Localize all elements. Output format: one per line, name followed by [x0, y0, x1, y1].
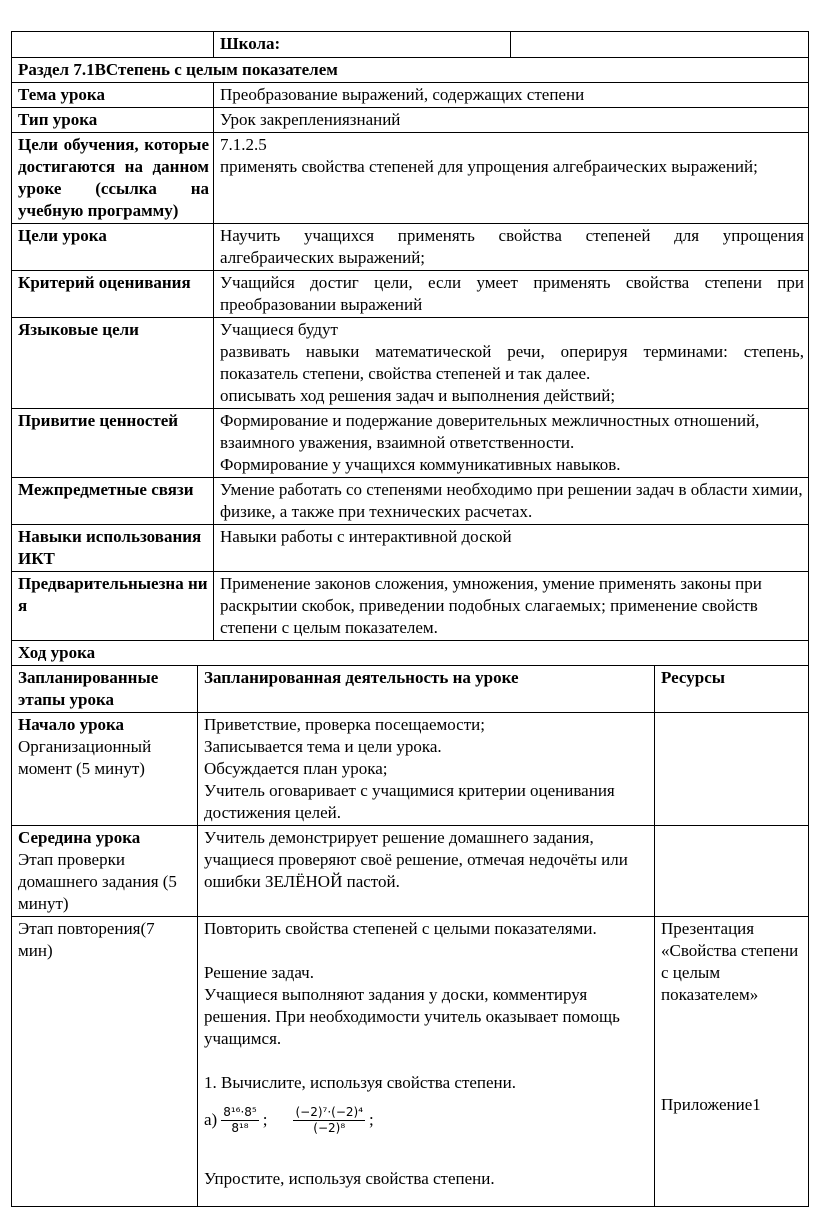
- resource-presentation: Презентация «Свойства степени с целым показателем»: [661, 919, 799, 1004]
- row-label: Цели обучения, которые достигаются на данном уроке (ссылка на учебную программу): [12, 133, 214, 224]
- activity-cell: [198, 826, 655, 917]
- math-expression-2: [289, 1105, 369, 1136]
- row-value: Научить учащихся применять свойства степеней для упрощения алгебраических выражений;: [214, 224, 809, 271]
- row-value: Применение законов сложения, умножения, умение применять законы при раскрытии скобок, приведении подобных слагаемых; применение свойств степени с целым показателем.: [214, 572, 809, 641]
- info-row: [12, 224, 809, 271]
- row-value: Навыки работы с интерактивной доской: [214, 525, 809, 572]
- school-value-cell: [511, 32, 809, 58]
- column-header: Запланированные этапы урока: [12, 666, 198, 713]
- activity-line: Повторить свойства степеней с целыми показателями.: [204, 919, 597, 938]
- course-title: Ход урока: [12, 641, 809, 666]
- resources-cell: [655, 713, 809, 826]
- column-header: Запланированная деятельность на уроке: [198, 666, 655, 713]
- row-value: [214, 133, 809, 224]
- value-line: Формирование и подержание доверительных межличностных отношений, взаимного уважения, взаимной ответственности.: [220, 411, 760, 452]
- activity-line: Записывается тема и цели урока.: [204, 737, 442, 756]
- value-line: развивать навыки математической речи, оперируя терминами: степень, показатель степени, свойства степеней и так далее.: [220, 342, 804, 383]
- activity-line: Учитель демонстрирует решение домашнего задания, учащиеся проверяют своё решение, отмечая недочёты или ошибки ЗЕЛЁНОЙ пастой.: [204, 828, 628, 891]
- fraction-denominator: (−2)⁸: [313, 1120, 346, 1135]
- stage-row: [12, 826, 809, 917]
- stage-cell: [12, 713, 198, 826]
- expr-prefix: а): [204, 1110, 218, 1129]
- school-empty-cell: [12, 32, 214, 58]
- math-expression-row: [204, 1094, 650, 1146]
- info-row: [12, 133, 809, 224]
- objective-text: применять свойства степеней для упрощения алгебраических выражений;: [220, 157, 758, 176]
- fraction-numerator: 8¹⁶·8⁵: [223, 1104, 257, 1119]
- fraction-denominator: 8¹⁸: [231, 1120, 249, 1135]
- task-1: 1. Вычислите, используя свойства степени.: [204, 1073, 517, 1092]
- info-row: [12, 409, 809, 478]
- stage-description: Организационный момент (5 минут): [18, 737, 152, 778]
- course-title-row: [12, 641, 809, 666]
- value-line: описывать ход решения задач и выполнения действий;: [220, 386, 616, 405]
- lesson-plan-page: [11, 31, 808, 1207]
- info-row: [12, 572, 809, 641]
- row-value: Урок закреплениязнаний: [214, 108, 809, 133]
- expr-separator: ;: [262, 1110, 268, 1129]
- info-row: [12, 525, 809, 572]
- row-value: [214, 318, 809, 409]
- stage-description: Этап повторения(7 мин): [18, 919, 155, 960]
- row-label: Межпредметные связи: [12, 478, 214, 525]
- stage-row: [12, 713, 809, 826]
- resource-appendix: Приложение1: [661, 1095, 761, 1114]
- row-label: Тема урока: [12, 83, 214, 108]
- school-label: Школа:: [214, 32, 511, 58]
- row-value: Учащийся достиг цели, если умеет применять свойства степени при преобразовании выражений: [214, 271, 809, 318]
- info-row: [12, 83, 809, 108]
- objective-code: 7.1.2.5: [220, 135, 267, 154]
- tasks-text: Учащиеся выполняют задания у доски, комментируя решения. При необходимости учитель оказывает помощь учащимся.: [204, 985, 620, 1048]
- fraction-numerator: (−2)⁷·(−2)⁴: [295, 1104, 364, 1119]
- tasks-title: Решение задач.: [204, 963, 314, 982]
- info-row: [12, 318, 809, 409]
- row-label: Языковые цели: [12, 318, 214, 409]
- activity-cell: [198, 713, 655, 826]
- row-label: Навыки использования ИКТ: [12, 525, 214, 572]
- math-expression-1: [217, 1105, 263, 1136]
- info-row: [12, 271, 809, 318]
- stage-title: Начало урока: [18, 715, 125, 734]
- row-value: [214, 409, 809, 478]
- stage-description: Этап проверки домашнего задания (5 минут): [18, 850, 177, 913]
- row-value: Преобразование выражений, содержащих степени: [214, 83, 809, 108]
- stage-row: [12, 917, 809, 1207]
- row-value: Умение работать со степенями необходимо при решении задач в области химии, физике, а также при технических расчетах.: [214, 478, 809, 525]
- course-header-row: [12, 666, 809, 713]
- school-row: [12, 32, 809, 58]
- row-label: Предварительныезна ния: [12, 572, 214, 641]
- stage-title: Середина урока: [18, 828, 141, 847]
- info-row: [12, 108, 809, 133]
- info-table: [11, 31, 809, 641]
- info-row: [12, 478, 809, 525]
- row-label: Цели урока: [12, 224, 214, 271]
- stage-cell: [12, 917, 198, 1207]
- section-title: Раздел 7.1ВСтепень с целым показателем: [12, 58, 809, 83]
- value-line: Формирование у учащихся коммуникативных навыков.: [220, 455, 621, 474]
- expr-separator: ;: [369, 1110, 374, 1129]
- resources-cell: [655, 917, 809, 1207]
- column-header: Ресурсы: [655, 666, 809, 713]
- activity-line: Обсуждается план урока;: [204, 759, 388, 778]
- row-label: Критерий оценивания: [12, 271, 214, 318]
- section-row: [12, 58, 809, 83]
- activity-cell: [198, 917, 655, 1207]
- resources-cell: [655, 826, 809, 917]
- row-label: Тип урока: [12, 108, 214, 133]
- value-line: Учащиеся будут: [220, 320, 338, 339]
- course-table: [11, 640, 809, 1207]
- activity-line: Приветствие, проверка посещаемости;: [204, 715, 485, 734]
- activity-line: Учитель оговаривает с учащимися критерии оценивания достижения целей.: [204, 781, 615, 822]
- stage-cell: [12, 826, 198, 917]
- row-label: Привитие ценностей: [12, 409, 214, 478]
- task-2: Упростите, используя свойства степени.: [204, 1169, 495, 1188]
